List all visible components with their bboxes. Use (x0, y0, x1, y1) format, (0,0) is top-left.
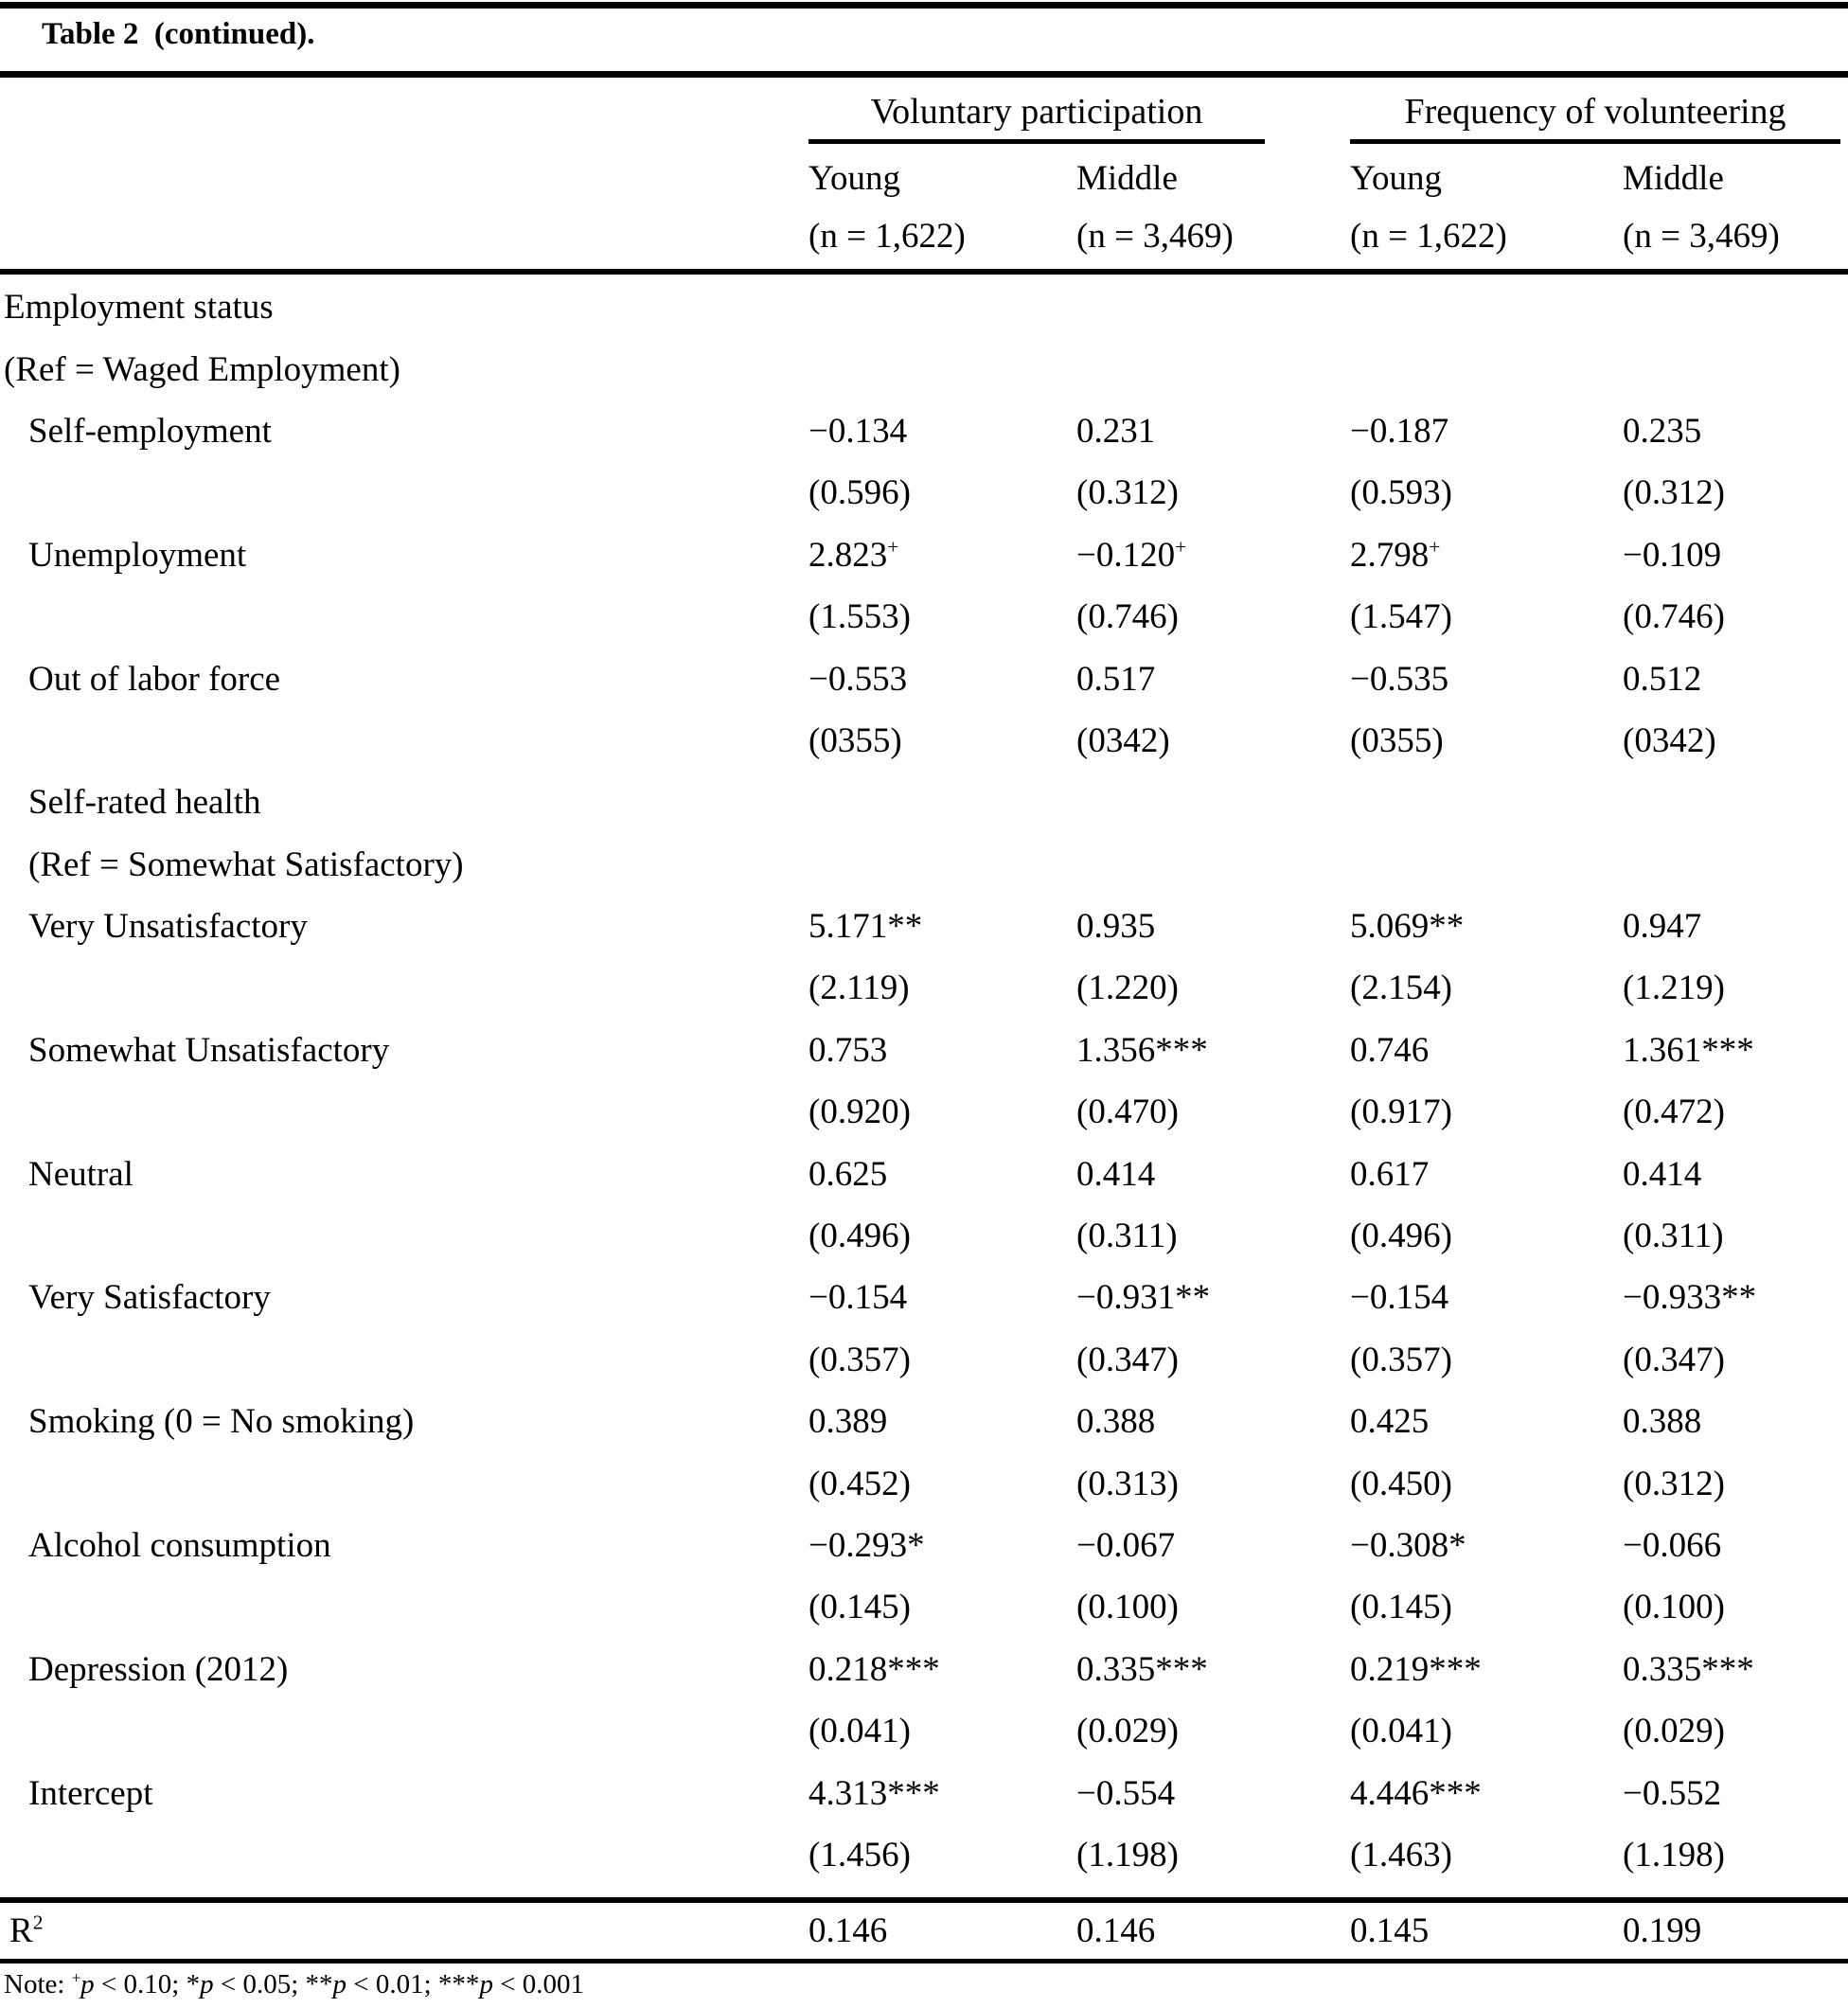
row-label: Unemployment (28, 535, 247, 575)
standard-error-cell: (1.219) (1623, 968, 1725, 1008)
sample-size-label: (n = 3,469) (1076, 217, 1234, 256)
standard-error-cell: (1.198) (1076, 1835, 1179, 1875)
standard-error-cell: (0.312) (1623, 473, 1725, 513)
standard-error-cell: (0.496) (808, 1217, 911, 1256)
row-label: Neutral (28, 1154, 133, 1194)
estimate-value: −0.120 (1076, 535, 1176, 575)
estimate-cell (1623, 1773, 1848, 1814)
estimate-value: 0.935 (1076, 907, 1156, 947)
row-label: Depression (2012) (28, 1649, 289, 1689)
standard-error-cell: (0.746) (1623, 597, 1725, 637)
significance-superscript: + (887, 535, 899, 559)
estimate-cell (1350, 659, 1623, 700)
estimate-cell (1350, 1030, 1623, 1071)
estimate-cell (1076, 1773, 1350, 1814)
estimate-cell (808, 659, 1076, 700)
estimate-value: −0.535 (1350, 659, 1449, 699)
r-squared-value: 0.146 (808, 1911, 888, 1950)
p-symbol: p (200, 1969, 214, 1999)
note-text: Note: (4, 1969, 72, 1999)
standard-error-cell: (2.119) (808, 968, 910, 1008)
standard-error-cell: (0.347) (1076, 1340, 1179, 1379)
significance-superscript: + (1175, 535, 1187, 559)
standard-error-cell: (0.450) (1350, 1464, 1452, 1503)
standard-error-row (0, 1824, 1848, 1886)
estimate-cell (1350, 1525, 1623, 1566)
estimate-value: −0.933** (1623, 1278, 1757, 1318)
estimate-value: −0.154 (1350, 1278, 1449, 1318)
standard-error-cell: (0.496) (1350, 1217, 1452, 1256)
row-label: Self-rated health (28, 783, 261, 823)
standard-error-row (0, 1329, 1848, 1391)
estimate-cell (1350, 1277, 1623, 1318)
estimate-value: 5.069** (1350, 907, 1465, 947)
estimate-cell (1350, 1649, 1623, 1690)
row-label: Smoking (0 = No smoking) (28, 1402, 415, 1442)
coefficient-row (0, 1515, 1848, 1576)
estimate-value: 1.361*** (1623, 1030, 1754, 1070)
row-label: Somewhat Unsatisfactory (28, 1030, 390, 1070)
standard-error-cell: (1.198) (1623, 1835, 1725, 1875)
estimate-cell (1623, 906, 1848, 947)
standard-error-cell: (0.312) (1076, 473, 1179, 513)
estimate-value: −0.552 (1623, 1773, 1722, 1813)
estimate-cell (1350, 1401, 1623, 1442)
table-header (0, 78, 1848, 265)
estimate-value: 0.414 (1623, 1154, 1702, 1194)
r-squared-label (0, 1910, 808, 1951)
header-rule (0, 269, 1848, 275)
estimate-value: 0.425 (1350, 1402, 1430, 1442)
standard-error-cell: (0.347) (1623, 1340, 1725, 1379)
column-group-row (0, 78, 1848, 144)
coefficient-row (0, 1143, 1848, 1204)
estimate-cell (1623, 659, 1848, 700)
estimate-cell (1076, 1649, 1350, 1690)
cohort-label: Young (1350, 159, 1443, 198)
coefficient-row (0, 1020, 1848, 1081)
estimate-cell (808, 906, 1076, 947)
estimate-value: 0.753 (808, 1030, 888, 1070)
estimate-value: 5.171** (808, 907, 923, 947)
estimate-value: 0.389 (808, 1402, 888, 1442)
standard-error-cell: (0355) (1350, 720, 1444, 760)
sample-size-label: (n = 3,469) (1623, 217, 1780, 256)
standard-error-cell: (0.746) (1076, 597, 1179, 637)
standard-error-cell: (0342) (1623, 720, 1716, 760)
estimate-value: 2.823 (808, 535, 888, 575)
estimate-value: 0.617 (1350, 1154, 1430, 1194)
standard-error-cell: (0342) (1076, 720, 1170, 760)
standard-error-row (0, 1205, 1848, 1267)
r-squared-top-rule (0, 1897, 1848, 1903)
estimate-cell (808, 1525, 1076, 1566)
table-note (4, 1969, 584, 2000)
standard-error-row (0, 957, 1848, 1019)
standard-error-cell: (0.100) (1623, 1588, 1725, 1627)
plus-significance-mark: + (71, 1968, 81, 1987)
estimate-cell (1350, 1773, 1623, 1814)
estimate-cell (1623, 411, 1848, 452)
estimate-value: −0.187 (1350, 411, 1449, 451)
r-squared-value: 0.145 (1350, 1911, 1430, 1950)
estimate-value: 0.335*** (1076, 1649, 1208, 1689)
r-squared-exponent: 2 (32, 1910, 44, 1934)
estimate-cell (1623, 535, 1848, 576)
standard-error-row (0, 586, 1848, 648)
standard-error-cell: (0.100) (1076, 1588, 1179, 1627)
estimate-cell (1623, 1525, 1848, 1566)
bottom-rule (0, 1959, 1848, 1964)
estimate-value: 4.446*** (1350, 1773, 1482, 1813)
standard-error-cell: (0.357) (1350, 1340, 1452, 1379)
row-label: Very Unsatisfactory (28, 907, 308, 947)
estimate-cell (1350, 411, 1623, 452)
estimate-value: −0.931** (1076, 1278, 1211, 1318)
estimate-cell (1623, 1277, 1848, 1318)
estimate-cell (1076, 659, 1350, 700)
group-header-reference-row (0, 338, 1848, 400)
standard-error-cell: (0.452) (808, 1464, 911, 1503)
top-rule (0, 2, 1848, 9)
row-label: Intercept (28, 1773, 153, 1813)
row-label: Out of labor force (28, 659, 281, 699)
cohort-label: Middle (1623, 159, 1724, 198)
table-title: Table 2 (continued). (42, 17, 315, 51)
standard-error-row (0, 1452, 1848, 1514)
coefficient-row (0, 1391, 1848, 1452)
estimate-cell (1623, 1154, 1848, 1195)
standard-error-cell: (1.220) (1076, 968, 1179, 1008)
column-group-voluntary-participation (808, 78, 1265, 144)
standard-error-row (0, 1081, 1848, 1143)
estimate-cell (808, 1154, 1076, 1195)
estimate-cell (1076, 906, 1350, 947)
estimate-value: 0.517 (1076, 659, 1156, 699)
estimate-cell (808, 411, 1076, 452)
estimate-value: 0.625 (808, 1154, 888, 1194)
estimate-cell (1076, 1277, 1350, 1318)
column-header-row (0, 144, 1848, 265)
note-text: < 0.05; ** (213, 1969, 333, 1999)
estimate-cell (1623, 1649, 1848, 1690)
standard-error-cell: (0.145) (808, 1588, 911, 1627)
column-group-label: Frequency of volunteering (1404, 92, 1786, 132)
note-text: < 0.001 (492, 1969, 585, 1999)
estimate-cell (1076, 1525, 1350, 1566)
r-squared-value: 0.199 (1623, 1911, 1702, 1950)
group-header-row (0, 772, 1848, 833)
standard-error-cell: (1.463) (1350, 1835, 1452, 1875)
estimate-cell (1350, 1154, 1623, 1195)
standard-error-cell: (0.311) (1076, 1217, 1178, 1256)
column-group-frequency-of-volunteering (1350, 78, 1840, 144)
estimate-value: 0.388 (1623, 1402, 1702, 1442)
estimate-value: −0.554 (1076, 1773, 1176, 1813)
coefficient-row (0, 896, 1848, 957)
row-label: Employment status (4, 288, 274, 328)
reference-category-label: (Ref = Waged Employment) (4, 349, 400, 389)
estimate-cell (1076, 1154, 1350, 1195)
group-header-row (0, 276, 1848, 338)
standard-error-cell: (1.547) (1350, 597, 1452, 637)
coefficient-row (0, 1762, 1848, 1823)
column-header-vp-young (808, 150, 1076, 265)
r-squared-row (0, 1905, 1848, 1957)
standard-error-cell: (0.470) (1076, 1093, 1179, 1132)
estimate-value: 0.746 (1350, 1030, 1430, 1070)
p-symbol: p (80, 1969, 95, 1999)
row-label: Very Satisfactory (28, 1278, 271, 1318)
estimate-value: 0.414 (1076, 1154, 1156, 1194)
row-label: Alcohol consumption (28, 1526, 331, 1565)
sample-size-label: (n = 1,622) (808, 217, 966, 256)
reference-category-label: (Ref = Somewhat Satisfactory) (28, 844, 464, 884)
standard-error-row (0, 1576, 1848, 1638)
r-label-text: R (9, 1911, 33, 1950)
header-spacer (0, 150, 808, 265)
estimate-value: −0.308* (1350, 1526, 1466, 1565)
standard-error-row (0, 462, 1848, 524)
coefficient-row (0, 400, 1848, 462)
standard-error-cell: (0.920) (808, 1093, 911, 1132)
standard-error-cell: (0.041) (1350, 1712, 1452, 1751)
estimate-value: −0.109 (1623, 535, 1722, 575)
standard-error-cell: (0.145) (1350, 1588, 1452, 1627)
standard-error-cell: (0.593) (1350, 473, 1452, 513)
column-group-label: Voluntary participation (870, 92, 1203, 132)
column-header-fv-middle (1623, 150, 1848, 265)
estimate-value: 0.947 (1623, 907, 1702, 947)
standard-error-cell: (0.029) (1623, 1712, 1725, 1751)
estimate-value: 0.218*** (808, 1649, 940, 1689)
standard-error-cell: (1.456) (808, 1835, 911, 1875)
estimate-cell (1076, 535, 1350, 576)
standard-error-cell: (0.917) (1350, 1093, 1452, 1132)
standard-error-row (0, 710, 1848, 772)
estimate-value: 0.512 (1623, 659, 1702, 699)
standard-error-cell: (0.029) (1076, 1712, 1179, 1751)
column-header-vp-middle (1076, 150, 1350, 265)
p-symbol: p (479, 1969, 493, 1999)
estimate-cell (1076, 1030, 1350, 1071)
coefficient-row (0, 1267, 1848, 1328)
standard-error-cell: (0.596) (808, 473, 911, 513)
coefficient-row (0, 648, 1848, 709)
estimate-cell (808, 1401, 1076, 1442)
estimate-value: −0.553 (808, 659, 908, 699)
standard-error-cell: (0.041) (808, 1712, 911, 1751)
estimate-cell (1350, 535, 1623, 576)
standard-error-cell: (0355) (808, 720, 902, 760)
table-body (0, 276, 1848, 1886)
sample-size-label: (n = 1,622) (1350, 217, 1507, 256)
estimate-cell (808, 535, 1076, 576)
r-squared-value: 0.146 (1076, 1911, 1156, 1950)
standard-error-cell: (0.312) (1623, 1464, 1725, 1503)
coefficient-row (0, 524, 1848, 586)
estimate-value: −0.293* (808, 1526, 925, 1565)
row-label: Self-employment (28, 411, 272, 451)
group-header-reference-row (0, 834, 1848, 896)
p-symbol: p (332, 1969, 347, 1999)
estimate-value: 0.235 (1623, 411, 1702, 451)
standard-error-cell: (0.472) (1623, 1093, 1725, 1132)
cohort-label: Young (808, 159, 901, 198)
column-header-fv-young (1350, 150, 1623, 265)
header-spacer (0, 78, 808, 144)
standard-error-cell: (0.357) (808, 1340, 911, 1379)
estimate-cell (1076, 1401, 1350, 1442)
note-text: < 0.01; *** (346, 1969, 480, 1999)
estimate-value: 4.313*** (808, 1773, 940, 1813)
title-rule (0, 71, 1848, 78)
estimate-cell (1623, 1030, 1848, 1071)
estimate-cell (808, 1649, 1076, 1690)
cohort-label: Middle (1076, 159, 1178, 198)
note-text: < 0.10; * (94, 1969, 201, 1999)
estimate-value: −0.067 (1076, 1526, 1176, 1565)
significance-superscript: + (1429, 535, 1441, 559)
standard-error-cell: (0.311) (1623, 1217, 1724, 1256)
coefficient-row (0, 1639, 1848, 1700)
estimate-value: 2.798 (1350, 535, 1430, 575)
estimate-value: 1.356*** (1076, 1030, 1208, 1070)
estimate-cell (808, 1773, 1076, 1814)
standard-error-cell: (0.313) (1076, 1464, 1179, 1503)
estimate-value: 0.335*** (1623, 1649, 1754, 1689)
estimate-value: 0.231 (1076, 411, 1156, 451)
estimate-cell (1076, 411, 1350, 452)
standard-error-cell: (1.553) (808, 597, 911, 637)
estimate-cell (1623, 1401, 1848, 1442)
standard-error-cell: (2.154) (1350, 968, 1452, 1008)
estimate-value: −0.134 (808, 411, 908, 451)
standard-error-row (0, 1700, 1848, 1762)
estimate-cell (1350, 906, 1623, 947)
estimate-value: −0.066 (1623, 1526, 1722, 1565)
estimate-value: 0.219*** (1350, 1649, 1482, 1689)
estimate-value: 0.388 (1076, 1402, 1156, 1442)
estimate-value: −0.154 (808, 1278, 908, 1318)
estimate-cell (808, 1277, 1076, 1318)
estimate-cell (808, 1030, 1076, 1071)
